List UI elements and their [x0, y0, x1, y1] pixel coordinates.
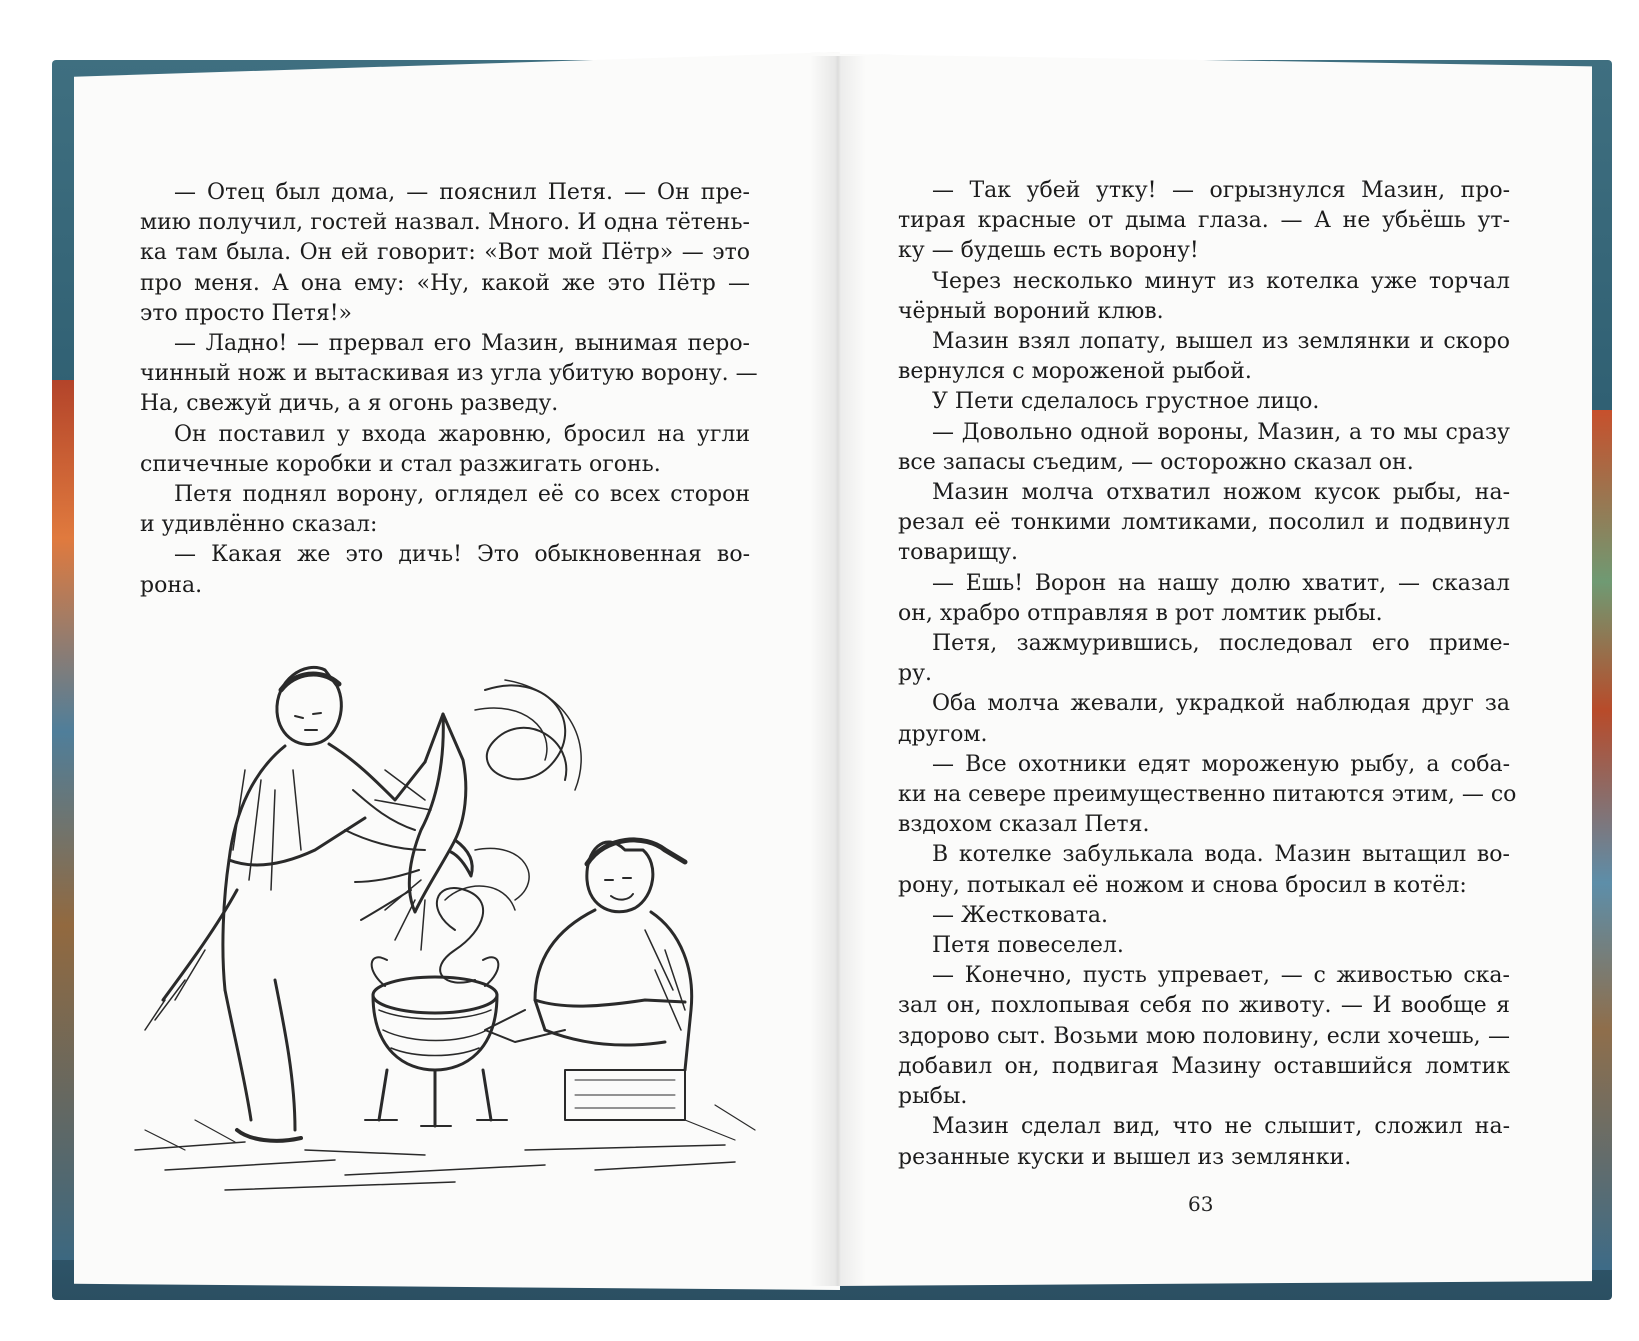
- text-line: — Все охотники едят мороженую рыбу, а соба-: [932, 751, 1510, 777]
- text-line: — Отец был дома, — пояснил Петя. — Он пре-: [174, 180, 750, 205]
- text-line: Мазин молча отхватил ножом кусок рыбы, на-: [932, 480, 1510, 506]
- left-page-text: [140, 178, 758, 601]
- text-line: Петя повеселел.: [932, 933, 1124, 959]
- text-line: это просто Петя!»: [140, 300, 353, 326]
- text-line: — Ладно! — прервал его Мазин, вынимая перо-: [174, 331, 750, 357]
- text-line: У Пети сделалось грустное лицо.: [932, 389, 1320, 415]
- text-line: рыбы.: [898, 1084, 968, 1110]
- text-line: тирая красные от дыма глаза. — А не убьёшь ут-: [898, 208, 1510, 234]
- text-line: спичечные коробки и стал разжигать огонь.: [140, 451, 661, 477]
- text-line: — Так убей утку! — огрызнулся Мазин, про-: [932, 178, 1510, 203]
- text-line: и удивлённо сказал:: [140, 512, 378, 538]
- crow-cooking-illustration: [125, 650, 765, 1210]
- text-line: вздохом сказал Петя.: [898, 812, 1150, 838]
- text-line: Он поставил у входа жаровню, бросил на угли: [174, 421, 750, 447]
- text-line: чинный нож и вытаскивая из угла убитую ворону. —: [140, 361, 758, 387]
- text-line: мию получил, гостей назвал. Много. И одна тётень-: [140, 210, 750, 236]
- text-line: про меня. А она ему: «Ну, какой же это Пётр —: [140, 270, 750, 296]
- page-number: 63: [1188, 1192, 1214, 1216]
- text-line: вернулся с мороженой рыбой.: [898, 359, 1252, 385]
- text-line: Мазин сделал вид, что не слышит, сложил на-: [932, 1114, 1510, 1140]
- text-line: Петя поднял ворону, оглядел её со всех сторон: [174, 482, 750, 508]
- text-line: Петя, зажмурившись, последовал его приме-: [932, 631, 1510, 657]
- text-line: резанные куски и вышел из землянки.: [898, 1144, 1352, 1170]
- text-line: он, храбро отправляя в рот ломтик рыбы.: [898, 600, 1383, 626]
- text-line: товарищу.: [898, 540, 1019, 566]
- text-line: Через несколько минут из котелка уже торчал: [932, 268, 1510, 294]
- text-line: — Жестковата.: [932, 902, 1108, 928]
- text-line: добавил он, подвигая Мазину оставшийся ломтик: [898, 1053, 1510, 1079]
- text-line: ку — будешь есть ворону!: [898, 238, 1199, 264]
- right-page-text: [898, 176, 1517, 1173]
- text-line: все запасы съедим, — осторожно сказал он.: [898, 449, 1414, 475]
- text-line: резал её тонкими ломтиками, посолил и подвинул: [898, 510, 1510, 536]
- text-line: рона.: [140, 572, 203, 598]
- text-line: — Какая же это дичь! Это обыкновенная во-: [174, 542, 750, 568]
- text-line: другом.: [898, 721, 988, 747]
- text-line: На, свежуй дичь, а я огонь разведу.: [140, 391, 559, 417]
- text-line: чёрный вороний клюв.: [898, 298, 1164, 324]
- text-line: В котелке забулькала вода. Мазин вытащил во-: [932, 842, 1510, 868]
- text-line: ки на севере преимущественно питаются этим, — со: [898, 782, 1517, 808]
- text-line: — Ешь! Ворон на нашу долю хватит, — сказал: [932, 570, 1510, 596]
- text-line: — Конечно, пусть упревает, — с живостью ска-: [932, 963, 1510, 989]
- text-line: — Довольно одной вороны, Мазин, а то мы сразу: [932, 419, 1510, 445]
- text-line: Оба молча жевали, украдкой наблюдая друг за: [932, 691, 1510, 717]
- text-line: зал он, похлопывая себя по животу. — И вообще я: [898, 993, 1510, 1019]
- text-line: Мазин взял лопату, вышел из землянки и скоро: [932, 329, 1510, 355]
- text-line: ка там была. Он ей говорит: «Вот мой Пётр» — это: [140, 240, 750, 266]
- text-line: здорово сыт. Возьми мою половину, если хочешь, —: [898, 1023, 1510, 1049]
- text-line: ру.: [898, 661, 933, 687]
- cover-art-left-edge: [52, 380, 76, 1260]
- text-line: рону, потыкал её ножом и снова бросил в котёл:: [898, 872, 1467, 898]
